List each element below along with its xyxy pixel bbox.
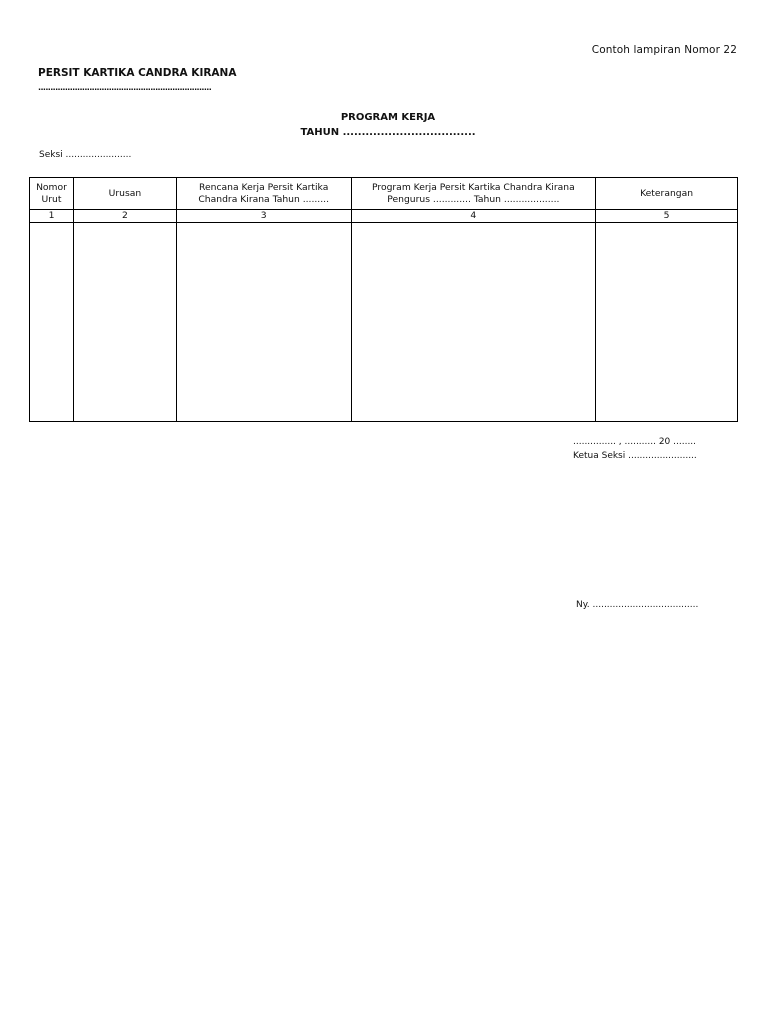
header-keterangan: Keterangan [596,178,738,210]
signature-role: Ketua Seksi ........................ [573,451,697,461]
document-title [0,110,768,140]
empty-cell [176,223,351,422]
page-reference: Contoh lampiran Nomor 22 [591,44,737,56]
header-rencana-kerja: Rencana Kerja Persit Kartika Chandra Kirana Tahun ......... [176,178,351,210]
organization-name: PERSIT KARTIKA CANDRA KIRANA [38,67,237,79]
empty-cell [73,223,176,422]
header-program-kerja: Program Kerja Persit Kartika Chandra Kirana Pengurus ............. Tahun ................... [351,178,596,210]
table-body-row [30,223,738,422]
column-number: 1 [30,210,74,223]
title-program-kerja: PROGRAM KERJA [340,112,436,123]
signature-name: Ny. ..................................... [576,600,699,610]
header-nomor-urut: Nomor Urut [30,178,74,210]
column-number: 3 [176,210,351,223]
column-number: 2 [73,210,176,223]
empty-cell [351,223,596,422]
table-header-row [30,178,738,210]
signature-place-date: ............... , ........... 20 ........ [573,437,697,447]
organization-dotted-line: ....................................................................... [38,83,212,92]
empty-cell [596,223,738,422]
empty-cell [30,223,74,422]
column-number: 4 [351,210,596,223]
work-program-table [29,177,738,422]
column-number: 5 [596,210,738,223]
title-tahun: TAHUN ................................... [300,127,476,138]
header-urusan: Urusan [73,178,176,210]
column-number-row [30,210,738,223]
seksi-field: Seksi ....................... [39,150,132,160]
